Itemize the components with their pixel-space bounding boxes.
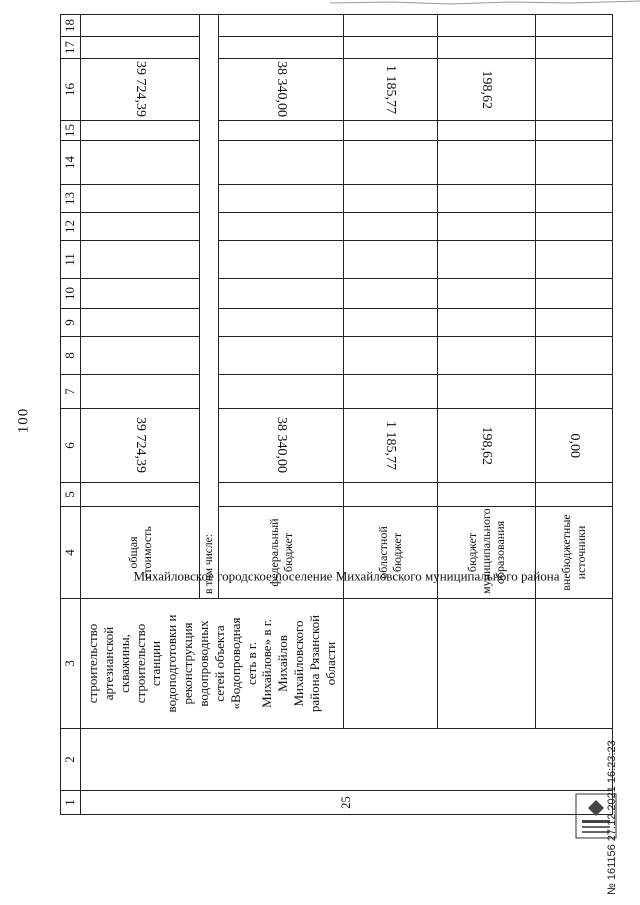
project-name: строительство артезианской скважины, строительство станции водоподготовки и реконструкция водопроводных сетей объекта «Водопроводная сеть в г. Михайлове» в г. Михайлов Михайловского района Рязанской области <box>85 614 338 713</box>
project-cell <box>81 599 344 729</box>
value-col6: 0,00 <box>566 433 582 458</box>
col-number: 8 <box>61 337 81 375</box>
registration-stamp: № 161156 27.12.2021 16:23:23 <box>606 740 618 895</box>
row-total <box>81 15 200 815</box>
col-number: 12 <box>61 213 81 241</box>
value-col6: 198,62 <box>479 426 495 465</box>
row-label: федеральный бюджет <box>266 518 295 587</box>
col-number: 16 <box>61 59 81 121</box>
budget-table <box>60 14 613 815</box>
col-number: 3 <box>61 599 81 729</box>
row-label: областной бюджет <box>375 526 405 579</box>
value-col16: 39 724,39 <box>133 61 149 118</box>
row-extrabudget <box>535 15 612 815</box>
row-label: бюджет муниципального образования <box>464 508 508 594</box>
col-number: 10 <box>61 279 81 309</box>
col-number: 14 <box>61 141 81 185</box>
col-number: 17 <box>61 37 81 59</box>
label-cell <box>81 507 200 599</box>
value-col16: 198,62 <box>479 70 495 109</box>
col-number: 4 <box>61 507 81 599</box>
page-number: 100 <box>15 407 32 434</box>
value-col16: 1 185,77 <box>383 65 399 114</box>
subheader-label: в том числе: <box>202 534 215 594</box>
scan-artifact <box>330 0 640 6</box>
col-number: 18 <box>61 15 81 37</box>
rotated-table-wrapper <box>60 19 588 815</box>
row-number: 25 <box>339 796 354 809</box>
col-number: 15 <box>61 121 81 141</box>
organization-name: Михайловское городское поселение Михайловского муниципального района <box>133 568 560 584</box>
value-col6: 39 724,39 <box>133 417 149 474</box>
col-number: 1 <box>61 791 81 815</box>
col-number: 7 <box>61 375 81 409</box>
col-number: 9 <box>61 309 81 337</box>
col-number: 11 <box>61 241 81 279</box>
column-number-row <box>61 15 81 815</box>
row-label: общая стоимость <box>125 526 155 579</box>
row-number-cell <box>81 791 613 815</box>
value-col6: 38 340,00 <box>273 417 289 474</box>
value-col6: 1 185,77 <box>383 421 399 470</box>
col-number: 13 <box>61 185 81 213</box>
row-municipal <box>437 15 535 815</box>
col-number: 6 <box>61 409 81 483</box>
col-number: 2 <box>61 729 81 791</box>
col-number: 5 <box>61 483 81 507</box>
row-label: внебюджетные источники <box>559 514 588 591</box>
value-col16: 38 340,00 <box>273 61 289 118</box>
row-regional <box>343 15 437 815</box>
